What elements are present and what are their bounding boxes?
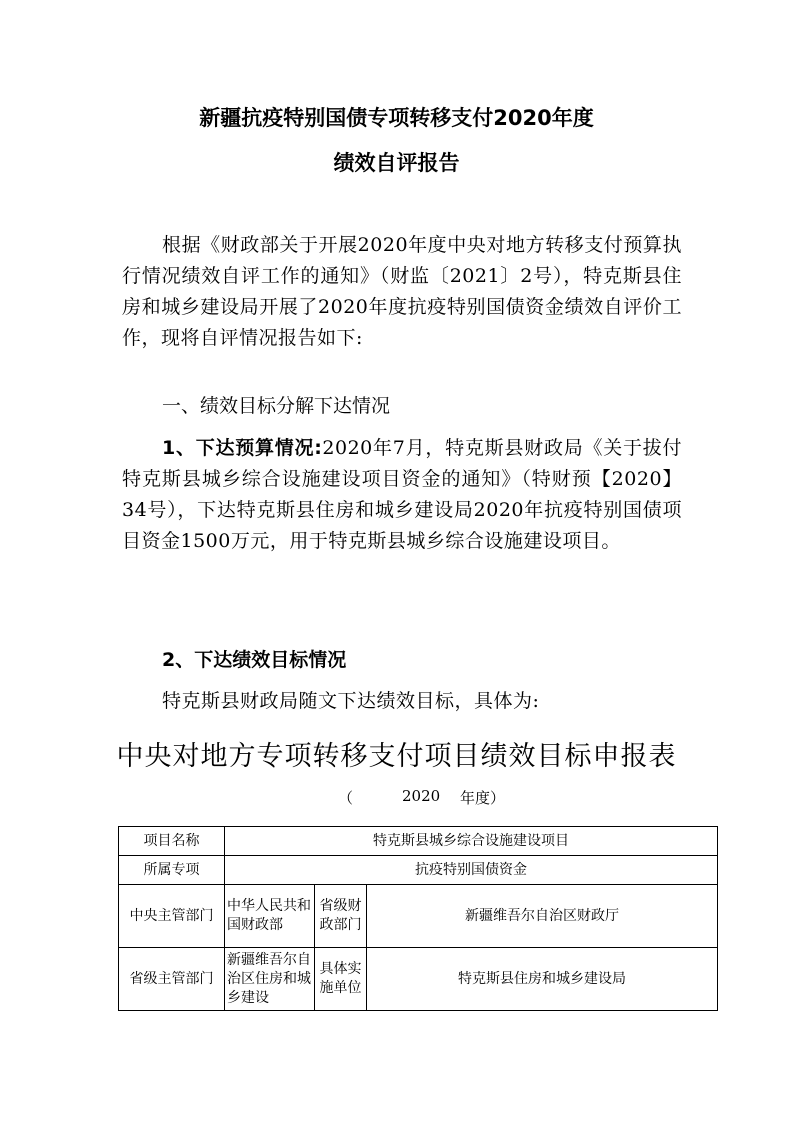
category-label: 所属专项 bbox=[119, 856, 225, 885]
report-title-line2: 绩效自评报告 bbox=[333, 151, 460, 175]
impl-unit-value: 特克斯县住房和城乡建设局 bbox=[367, 948, 718, 1011]
prov-dept-value: 新疆维吾尔自治区住房和城乡建设 bbox=[225, 948, 315, 1011]
section1-heading: 一、绩效目标分解下达情况 bbox=[162, 395, 391, 417]
report-title-line1: 新疆抗疫特别国债专项转移支付2020年度 bbox=[199, 106, 594, 130]
table-row bbox=[119, 948, 718, 1011]
prov-finance-value: 新疆维吾尔自治区财政厅 bbox=[367, 885, 718, 948]
budget-lead: 1、下达预算情况: bbox=[162, 437, 323, 459]
performance-target-table bbox=[118, 826, 718, 1011]
targets-paragraph: 特克斯县财政局随文下达绩效目标，具体为: bbox=[162, 690, 540, 712]
section2-heading: 2、下达绩效目标情况 bbox=[162, 649, 347, 671]
prov-finance-label: 省级财政部门 bbox=[315, 885, 367, 948]
category-value: 抗疫特别国债资金 bbox=[225, 856, 718, 885]
central-dept-value: 中华人民共和国财政部 bbox=[225, 885, 315, 948]
table-title: 中央对地方专项转移支付项目绩效目标申报表 bbox=[116, 741, 677, 772]
table-row bbox=[119, 885, 718, 948]
table-row bbox=[119, 856, 718, 885]
central-dept-label: 中央主管部门 bbox=[119, 885, 225, 948]
project-name-value: 特克斯县城乡综合设施建设项目 bbox=[225, 827, 718, 856]
year-line bbox=[330, 787, 530, 811]
budget-paragraph bbox=[122, 433, 682, 557]
impl-unit-label: 具体实施单位 bbox=[315, 948, 367, 1011]
year-value: 2020 bbox=[402, 787, 441, 805]
table-row bbox=[119, 827, 718, 856]
year-open-paren: （ bbox=[338, 789, 354, 807]
budget-body: 2020年7月，特克斯县财政局《关于拔付特克斯县城乡综合设施建设项目资金的通知》（特财预【2020】34号），下达特克斯县住房和城乡建设局2020年抗疫特别国债项目资金1500万元，用于特克斯县城乡综合设施建设项目。 bbox=[122, 437, 682, 552]
prov-dept-label: 省级主管部门 bbox=[119, 948, 225, 1011]
intro-paragraph: 根据《财政部关于开展2020年度中央对地方转移支付预算执行情况绩效自评工作的通知》（财监〔2021〕2号），特克斯县住房和城乡建设局开展了2020年度抗疫特别国债资金绩效自评价工作，现将自评情况报告如下: bbox=[122, 234, 682, 349]
project-name-label: 项目名称 bbox=[119, 827, 225, 856]
year-suffix: 年度） bbox=[460, 789, 506, 807]
